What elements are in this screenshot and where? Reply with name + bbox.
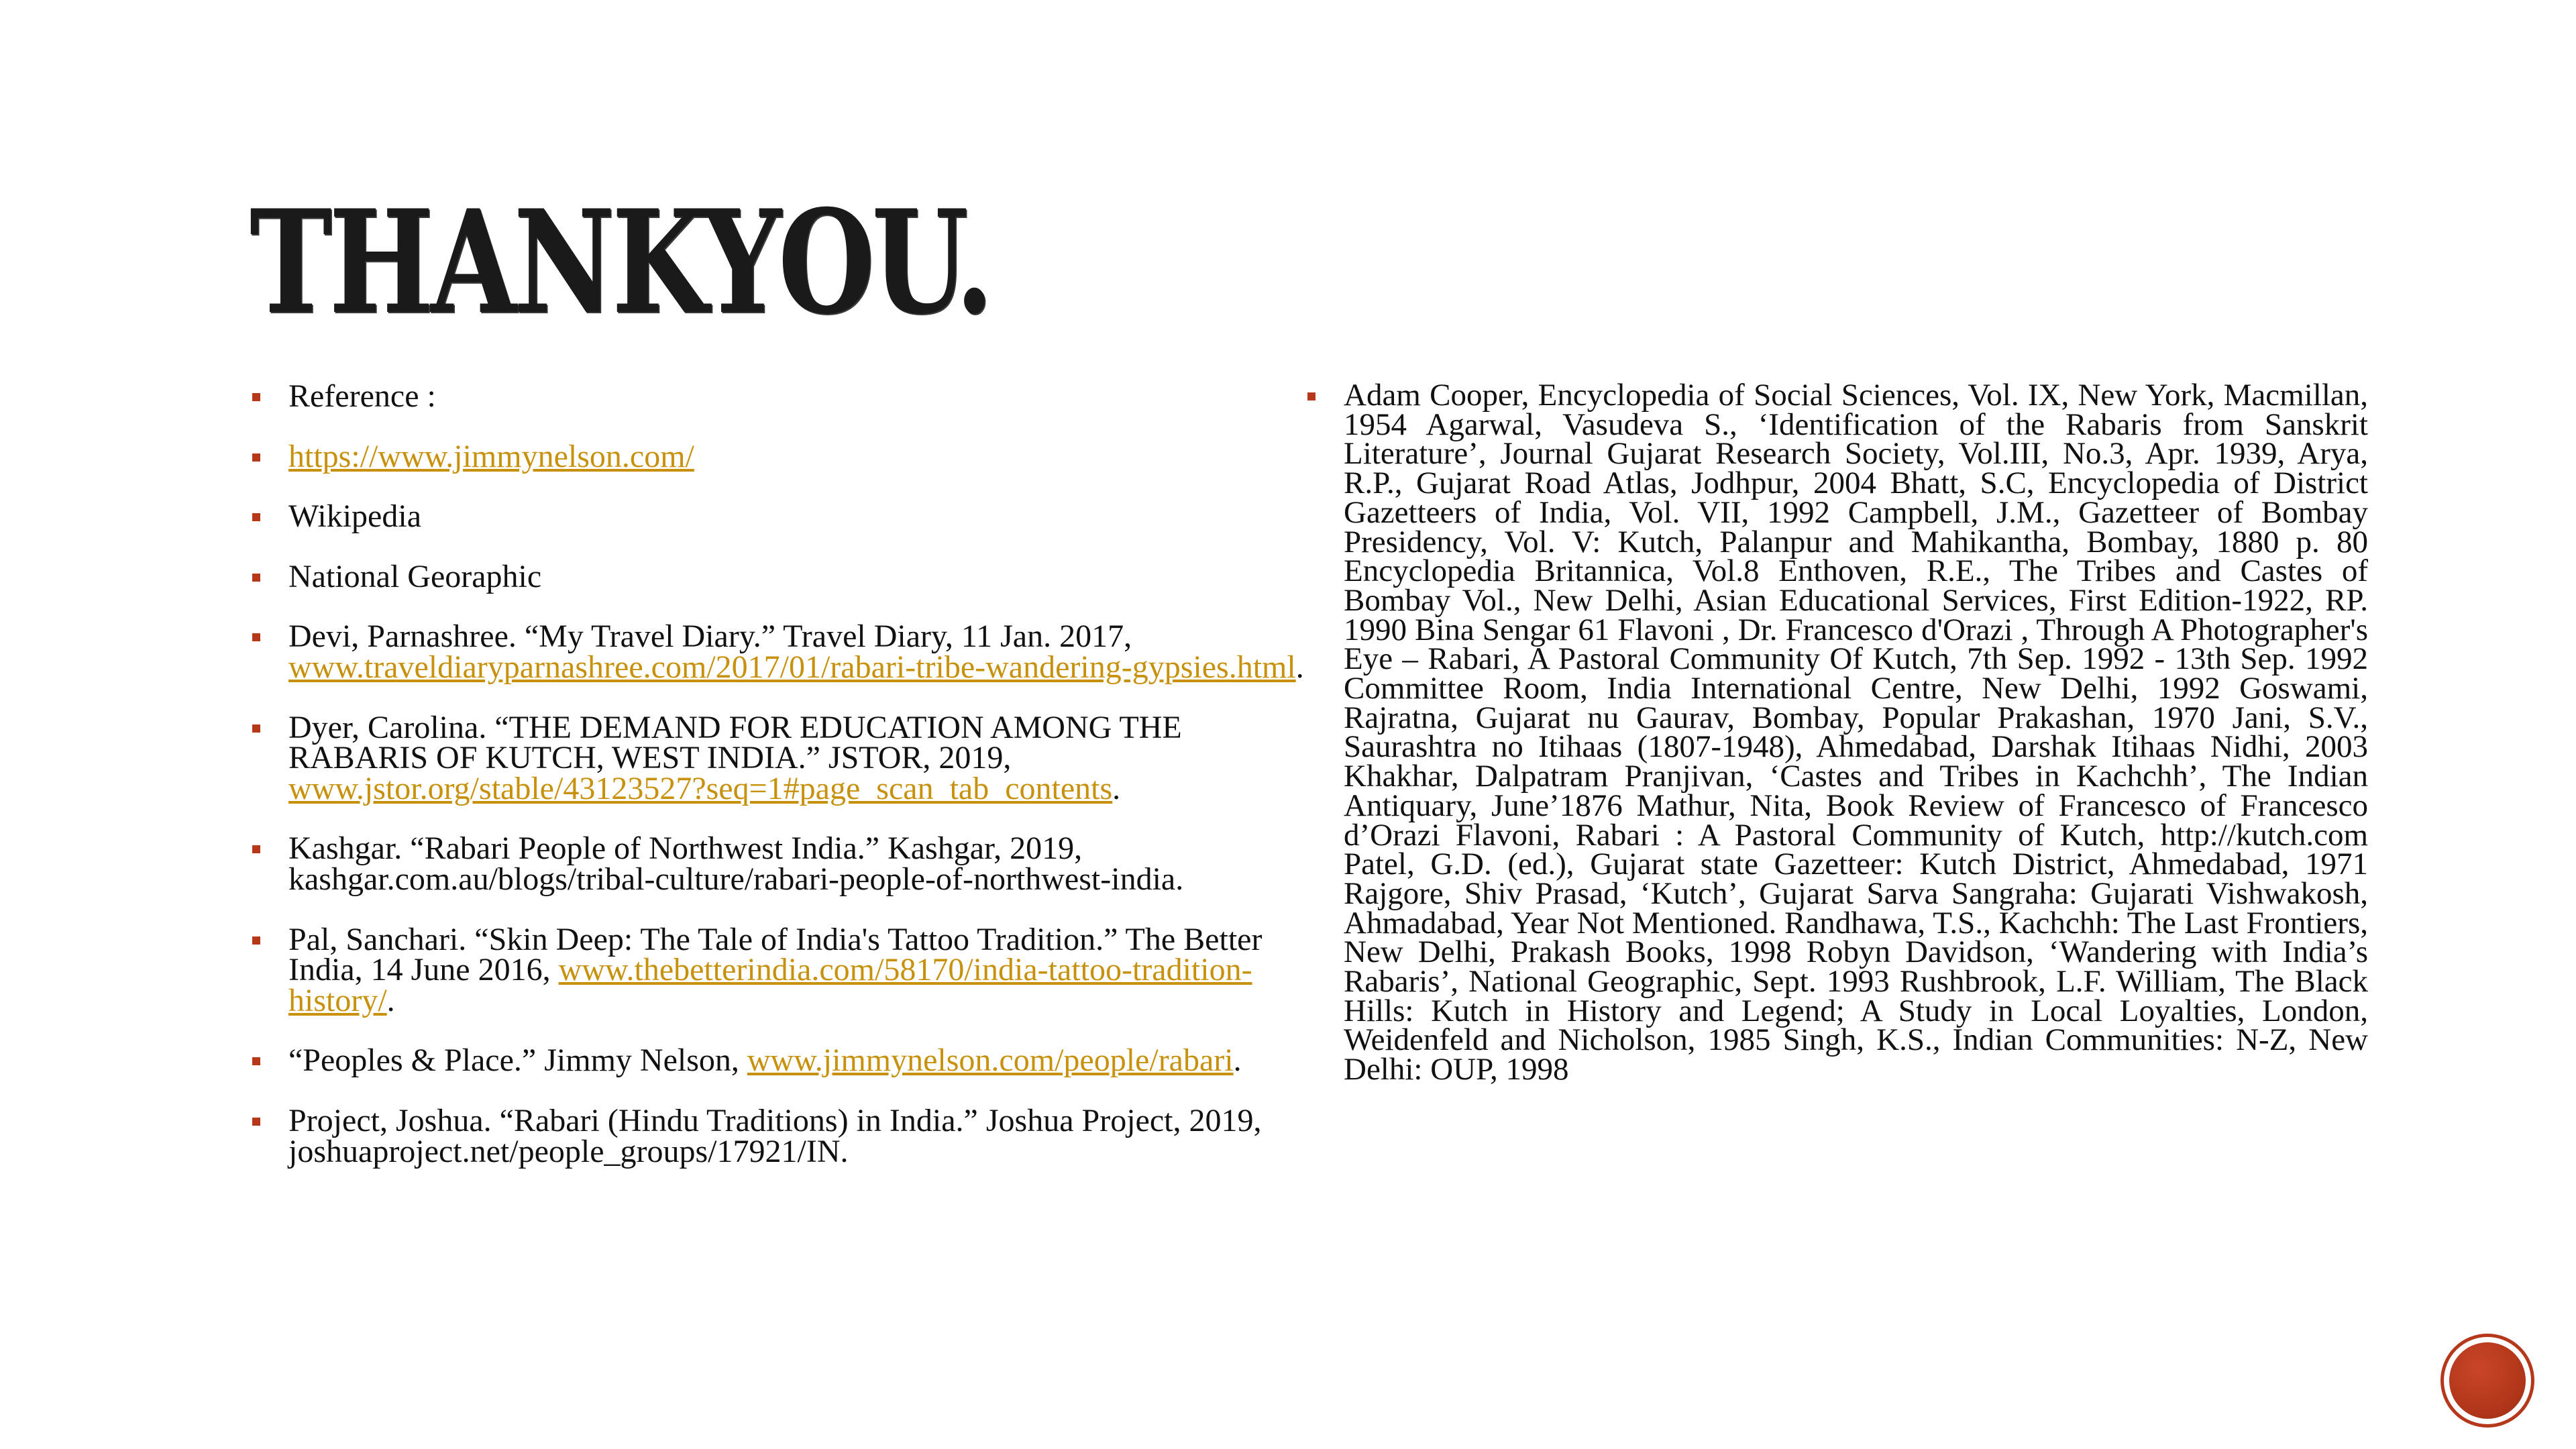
reference-text: National Georaphic	[288, 558, 542, 594]
reference-item	[250, 438, 1306, 474]
reference-link[interactable]: www.traveldiaryparnashree.com/2017/01/rabari-tribe-wandering-gypsies.html	[288, 649, 1296, 685]
reference-link[interactable]: www.jstor.org/stable/43123527?seq=1#page_scan_tab_contents	[288, 770, 1113, 806]
reference-text: “Peoples & Place.” Jimmy Nelson,	[288, 1042, 747, 1079]
reference-punctuation: .	[1233, 1042, 1242, 1079]
slide-title: THANKYOU.	[250, 178, 991, 345]
square-bullet-icon	[252, 453, 260, 462]
reference-punctuation: .	[386, 982, 395, 1018]
reference-text: Dyer, Carolina. “THE DEMAND FOR EDUCATION AMONG THE RABARIS OF KUTCH, WEST INDIA.” JSTOR, 2019,	[288, 709, 1182, 776]
reference-link[interactable]: www.thebetterindia.com/58170/india-tattoo-tradition-history/	[288, 952, 1252, 1018]
reference-item	[250, 830, 1306, 897]
square-bullet-icon	[252, 1057, 260, 1065]
reference-item	[250, 498, 1306, 535]
badge-fill	[2449, 1342, 2526, 1419]
square-bullet-icon	[252, 513, 260, 521]
circle-badge-icon	[2440, 1334, 2534, 1428]
reference-link[interactable]: https://www.jimmynelson.com/	[288, 438, 694, 474]
bibliography-list	[1305, 378, 2368, 1087]
square-bullet-icon	[252, 633, 260, 641]
reference-text: Project, Joshua. “Rabari (Hindu Traditions) in India.” Joshua Project, 2019, joshuaproject.net/people_groups/17921/IN.	[288, 1102, 1262, 1169]
square-bullet-icon	[252, 936, 260, 945]
square-bullet-icon	[252, 724, 260, 733]
reference-list	[250, 378, 1306, 1169]
reference-text: Devi, Parnashree. “My Travel Diary.” Travel Diary, 11 Jan. 2017,	[288, 619, 1132, 655]
reference-item	[250, 709, 1306, 806]
reference-punctuation: .	[1112, 770, 1121, 806]
reference-item	[250, 619, 1306, 685]
square-bullet-icon	[1307, 392, 1316, 400]
reference-item	[250, 1102, 1306, 1169]
bibliography-item	[1305, 378, 2368, 1087]
reference-text: Kashgar. “Rabari People of Northwest India.” Kashgar, 2019, kashgar.com.au/blogs/tribal-culture/rabari-people-of-northwest-india.	[288, 830, 1184, 897]
bibliography-text: Adam Cooper, Encyclopedia of Social Sciences, Vol. IX, New York, Macmillan, 1954 Agarwal, Vasudeva S., ‘Identification of the Rabaris from Sanskrit Literature’, Journal Gujarat Research Society, Vol.III, No.3, Apr. 1939, Arya, R.P., Gujarat Road Atlas, Jodhpur, 2004 Bhatt, S.C, Encyclopedia of District Gazetteers of India, Vol. VII, 1992 Campbell, J.M., Gazetteer of Bombay Presidency, Vol. V: Kutch, Palanpur and Mahikantha, Bombay, 1880 p. 80 Encyclopedia Britannica, Vol.8 Enthoven, R.E., The Tribes and Castes of Bombay Vol., New Delhi, Asian Educational Services, First Edition-1922, RP. 1990 Bina Sengar 61 Flavoni , Dr. Francesco d'Orazi , Through A Photographer's Eye – Rabari, A Pastoral Community Of Kutch, 7th Sep. 1992 - 13th Sep. 1992 Committee Room, India International Centre, New Delhi, 1992 Goswami, Rajratna, Gujarat nu Gaurav, Bombay, Popular Prakashan, 1970 Jani, S.V., Saurashtra no Itihaas (1807-1948), Ahmedabad, Darshak Itihaas Nidhi, 2003 Khakhar, Dalpatram Pranjivan, ‘Castes and Tribes in Kachchh’, The Indian Antiquary, June’1876 Mathur, Nita, Book Review of Francesco of Francesco d’Orazi Flavoni, Rabari : A Pastoral Community of Kutch, http://kutch.com Patel, G.D. (ed.), Gujarat state Gazetteer: Kutch District, Ahmedabad, 1971 Rajgore, Shiv Prasad, ‘Kutch’, Gujarat Sarva Sangraha: Gujarati Vishwakosh, Ahmadabad, Year Not Mentioned. Randhawa, T.S., Kachchh: The Last Frontiers, New Delhi, Prakash Books, 1998 Robyn Davidson, ‘Wandering with India’s Rabaris’, National Geographic, Sept. 1993 Rushbrook, L.F. William, The Black Hills: Kutch in History and Legend; A Study in Local Loyalties, London, Weidenfeld and Nicholson, 1985 Singh, K.S., Indian Communities: N-Z, New Delhi: OUP, 1998	[1344, 378, 2368, 1087]
square-bullet-icon	[252, 574, 260, 582]
reference-item	[250, 558, 1306, 594]
square-bullet-icon	[252, 845, 260, 853]
square-bullet-icon	[252, 393, 260, 401]
reference-link[interactable]: www.jimmynelson.com/people/rabari	[747, 1042, 1234, 1079]
reference-list-right	[1305, 378, 2368, 1114]
reference-text: Wikipedia	[288, 498, 421, 535]
reference-text: Reference :	[288, 378, 436, 414]
reference-item	[250, 1042, 1306, 1079]
square-bullet-icon	[252, 1118, 260, 1126]
reference-list-left	[250, 378, 1306, 1196]
reference-text: Pal, Sanchari. “Skin Deep: The Tale of India's Tattoo Tradition.” The Better India, 14 June 2016,	[288, 921, 1263, 988]
reference-item	[250, 378, 1306, 414]
reference-punctuation: .	[1295, 649, 1304, 685]
reference-item	[250, 921, 1306, 1018]
